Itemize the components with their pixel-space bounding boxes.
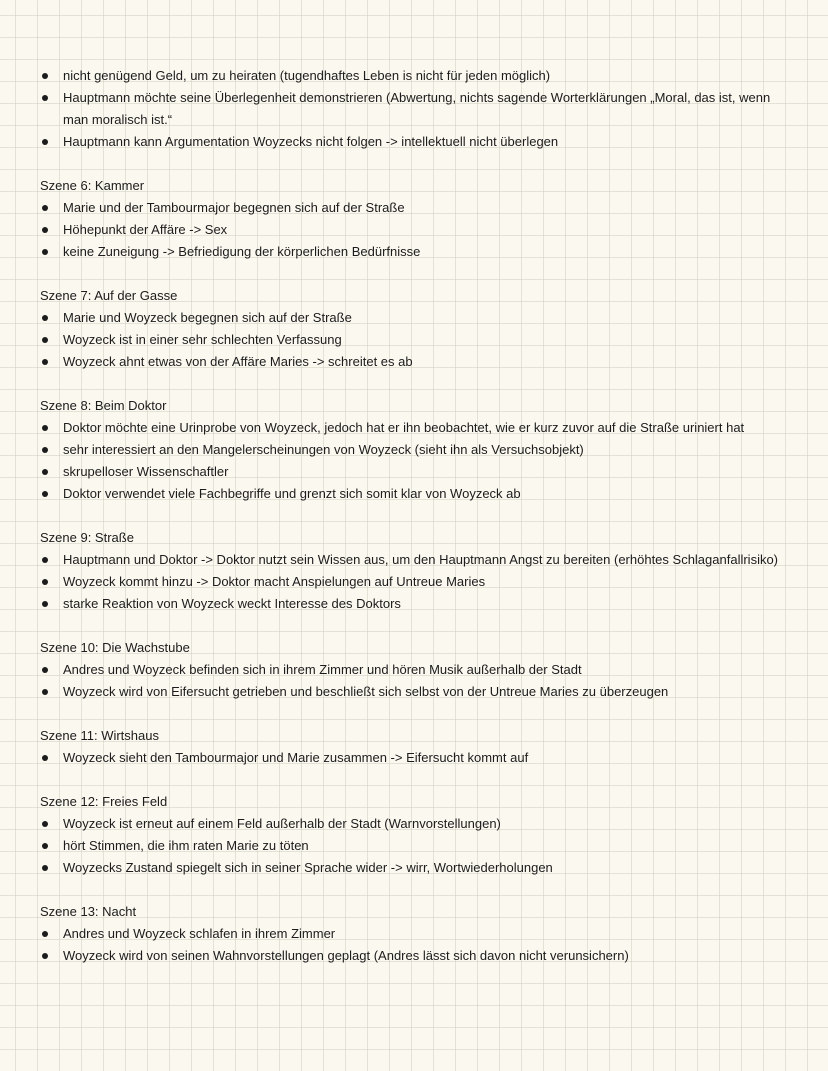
bullet-list <box>40 549 798 615</box>
bullet-icon <box>42 579 48 585</box>
bullet-icon <box>42 601 48 607</box>
scene-7-section <box>40 285 798 373</box>
bullet-list <box>40 747 798 769</box>
bullet-icon <box>42 73 48 79</box>
section-title: Szene 9: Straße <box>40 530 134 545</box>
bullet-icon <box>42 227 48 233</box>
list-item: Woyzeck sieht den Tambourmajor und Marie zusammen -> Eifersucht kommt auf <box>40 747 798 769</box>
bullet-icon <box>42 755 48 761</box>
list-item: starke Reaktion von Woyzeck weckt Interesse des Doktors <box>40 593 798 615</box>
bullet-icon <box>42 821 48 827</box>
list-item: keine Zuneigung -> Befriedigung der körperlichen Bedürfnisse <box>40 241 798 263</box>
scene-10-section <box>40 637 798 703</box>
list-item: Woyzeck kommt hinzu -> Doktor macht Anspielungen auf Untreue Maries <box>40 571 798 593</box>
list-item: Doktor verwendet viele Fachbegriffe und grenzt sich somit klar von Woyzeck ab <box>40 483 798 505</box>
bullet-icon <box>42 337 48 343</box>
section-title: Szene 12: Freies Feld <box>40 794 168 809</box>
bullet-icon <box>42 469 48 475</box>
list-item: Hauptmann und Doktor -> Doktor nutzt sein Wissen aus, um den Hauptmann Angst zu bereiten (erhöhtes Schlaganfallrisiko) <box>40 549 798 571</box>
bullet-list <box>40 65 798 153</box>
scene-11-section <box>40 725 798 769</box>
scene-8-section <box>40 395 798 505</box>
scene-9-section <box>40 527 798 615</box>
scene-13-section <box>40 901 798 967</box>
bullet-icon <box>42 667 48 673</box>
bullet-icon <box>42 249 48 255</box>
bullet-icon <box>42 689 48 695</box>
list-item: Woyzeck ist erneut auf einem Feld außerhalb der Stadt (Warnvorstellungen) <box>40 813 798 835</box>
bullet-icon <box>42 315 48 321</box>
scene-6-section <box>40 175 798 263</box>
bullet-icon <box>42 557 48 563</box>
list-item: Woyzecks Zustand spiegelt sich in seiner Sprache wider -> wirr, Wortwiederholungen <box>40 857 798 879</box>
bullet-icon <box>42 359 48 365</box>
list-item: Andres und Woyzeck befinden sich in ihrem Zimmer und hören Musik außerhalb der Stadt <box>40 659 798 681</box>
section-title: Szene 8: Beim Doktor <box>40 398 167 413</box>
bullet-icon <box>42 95 48 101</box>
section-title: Szene 11: Wirtshaus <box>40 728 159 743</box>
section-title: Szene 13: Nacht <box>40 904 137 919</box>
list-item: skrupelloser Wissenschaftler <box>40 461 798 483</box>
bullet-icon <box>42 843 48 849</box>
section-title: Szene 6: Kammer <box>40 178 145 193</box>
bullet-list <box>40 197 798 263</box>
list-item: Marie und der Tambourmajor begegnen sich auf der Straße <box>40 197 798 219</box>
list-item: Andres und Woyzeck schlafen in ihrem Zimmer <box>40 923 798 945</box>
bullet-icon <box>42 447 48 453</box>
bullet-icon <box>42 491 48 497</box>
list-item: hört Stimmen, die ihm raten Marie zu töten <box>40 835 798 857</box>
list-item: Hauptmann möchte seine Überlegenheit demonstrieren (Abwertung, nichts sagende Worterklärungen „Moral, das ist, wenn man moralisch ist.“ <box>40 87 798 131</box>
list-item: Hauptmann kann Argumentation Woyzecks nicht folgen -> intellektuell nicht überlegen <box>40 131 798 153</box>
bullet-icon <box>42 139 48 145</box>
bullet-icon <box>42 953 48 959</box>
bullet-icon <box>42 931 48 937</box>
list-item: Woyzeck wird von Eifersucht getrieben und beschließt sich selbst von der Untreue Maries zu überzeugen <box>40 681 798 703</box>
bullet-list <box>40 813 798 879</box>
bullet-list <box>40 307 798 373</box>
section-title: Szene 10: Die Wachstube <box>40 640 190 655</box>
list-item: sehr interessiert an den Mangelerscheinungen von Woyzeck (sieht ihn als Versuchsobjekt) <box>40 439 798 461</box>
list-item: Woyzeck wird von seinen Wahnvorstellungen geplagt (Andres lässt sich davon nicht verunsichern) <box>40 945 798 967</box>
bullet-list <box>40 417 798 505</box>
bullet-icon <box>42 865 48 871</box>
bullet-list <box>40 923 798 967</box>
intro-section <box>40 65 798 153</box>
bullet-icon <box>42 205 48 211</box>
list-item: Woyzeck ist in einer sehr schlechten Verfassung <box>40 329 798 351</box>
list-item: Höhepunkt der Affäre -> Sex <box>40 219 798 241</box>
list-item: nicht genügend Geld, um zu heiraten (tugendhaftes Leben is nicht für jeden möglich) <box>40 65 798 87</box>
scene-12-section <box>40 791 798 879</box>
section-title: Szene 7: Auf der Gasse <box>40 288 178 303</box>
list-item: Woyzeck ahnt etwas von der Affäre Maries -> schreitet es ab <box>40 351 798 373</box>
bullet-list <box>40 659 798 703</box>
list-item: Doktor möchte eine Urinprobe von Woyzeck, jedoch hat er ihn beobachtet, wie er kurz zuvor auf die Straße uriniert hat <box>40 417 798 439</box>
list-item: Marie und Woyzeck begegnen sich auf der Straße <box>40 307 798 329</box>
bullet-icon <box>42 425 48 431</box>
